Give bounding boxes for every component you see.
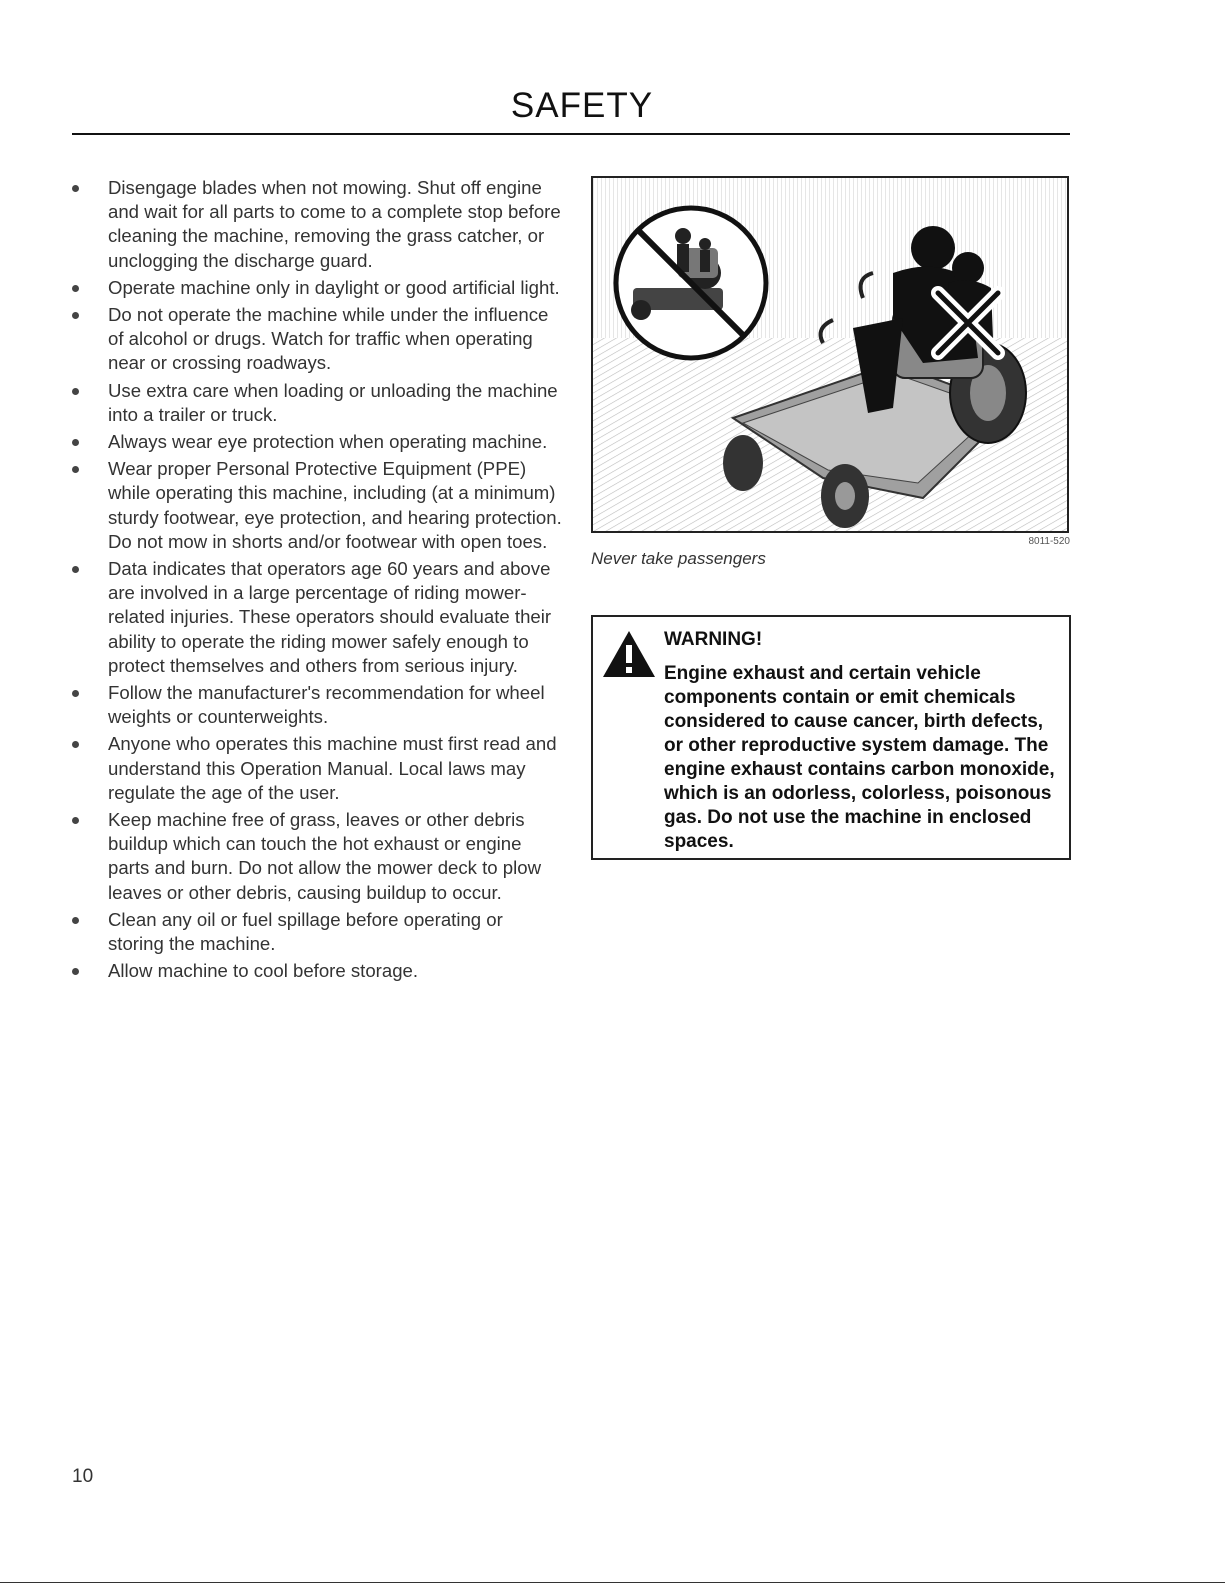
bullet-icon bbox=[72, 439, 79, 446]
bullet-icon bbox=[72, 917, 79, 924]
bullet-icon bbox=[72, 817, 79, 824]
header-rule bbox=[72, 133, 1070, 135]
safety-bullet-list bbox=[72, 176, 562, 987]
warning-box bbox=[591, 615, 1071, 860]
bullet-icon bbox=[72, 285, 79, 292]
footer-rule bbox=[0, 1582, 1225, 1583]
page-title: SAFETY bbox=[510, 86, 654, 125]
bullet-icon bbox=[72, 968, 79, 975]
bullet-icon bbox=[72, 466, 79, 473]
figure-code: 8011-520 bbox=[1028, 536, 1070, 547]
list-item: Data indicates that operators age 60 years and above are involved in a large percentage of riding mower-related injuries. These operators should evaluate their ability to operate the riding mower safely enough to protect themselves and others from serious injury. bbox=[72, 557, 562, 678]
list-item: Allow machine to cool before storage. bbox=[72, 959, 562, 983]
list-item: Disengage blades when not mowing. Shut off engine and wait for all parts to come to a complete stop before cleaning the machine, removing the grass catcher, or unclogging the discharge guard. bbox=[72, 176, 562, 273]
page-number: 10 bbox=[72, 1466, 94, 1487]
list-item: Keep machine free of grass, leaves or other debris buildup which can touch the hot exhaust or engine parts and burn. Do not allow the mower deck to plow leaves or other debris, causing buildup to occur. bbox=[72, 808, 562, 905]
figure-caption: Never take passengers bbox=[591, 549, 766, 568]
bullet-icon bbox=[72, 566, 79, 573]
list-item: Follow the manufacturer's recommendation for wheel weights or counterweights. bbox=[72, 681, 562, 729]
no-passengers-prohibition-icon bbox=[616, 208, 766, 358]
passenger-illustration bbox=[591, 176, 1069, 533]
list-item: Operate machine only in daylight or good artificial light. bbox=[72, 276, 562, 300]
list-item: Clean any oil or fuel spillage before operating or storing the machine. bbox=[72, 908, 562, 956]
bullet-icon bbox=[72, 690, 79, 697]
warning-heading: WARNING! bbox=[664, 629, 763, 650]
list-item: Anyone who operates this machine must first read and understand this Operation Manual. Local laws may regulate the age of the user. bbox=[72, 732, 562, 805]
list-item: Always wear eye protection when operating machine. bbox=[72, 430, 562, 454]
bullet-icon bbox=[72, 185, 79, 192]
list-item: Use extra care when loading or unloading the machine into a trailer or truck. bbox=[72, 379, 562, 427]
mower-illustration bbox=[593, 178, 1067, 531]
warning-text: Engine exhaust and certain vehicle components contain or emit chemicals considered to cause cancer, birth defects, or other reproductive system damage. The engine exhaust contains carbon monoxide, which is an odorless, colorless, poisonous gas. Do not use the machine in enclosed spaces. bbox=[664, 663, 1055, 852]
bullet-icon bbox=[72, 312, 79, 319]
bullet-icon bbox=[72, 741, 79, 748]
warning-triangle-icon bbox=[601, 629, 657, 679]
list-item: Wear proper Personal Protective Equipment (PPE) while operating this machine, including (at a minimum) sturdy footwear, eye protection, and hearing protection. Do not mow in shorts and/or footwear with open toes. bbox=[72, 457, 562, 554]
list-item: Do not operate the machine while under the influence of alcohol or drugs. Watch for traffic when operating near or crossing roadways. bbox=[72, 303, 562, 376]
bullet-icon bbox=[72, 388, 79, 395]
